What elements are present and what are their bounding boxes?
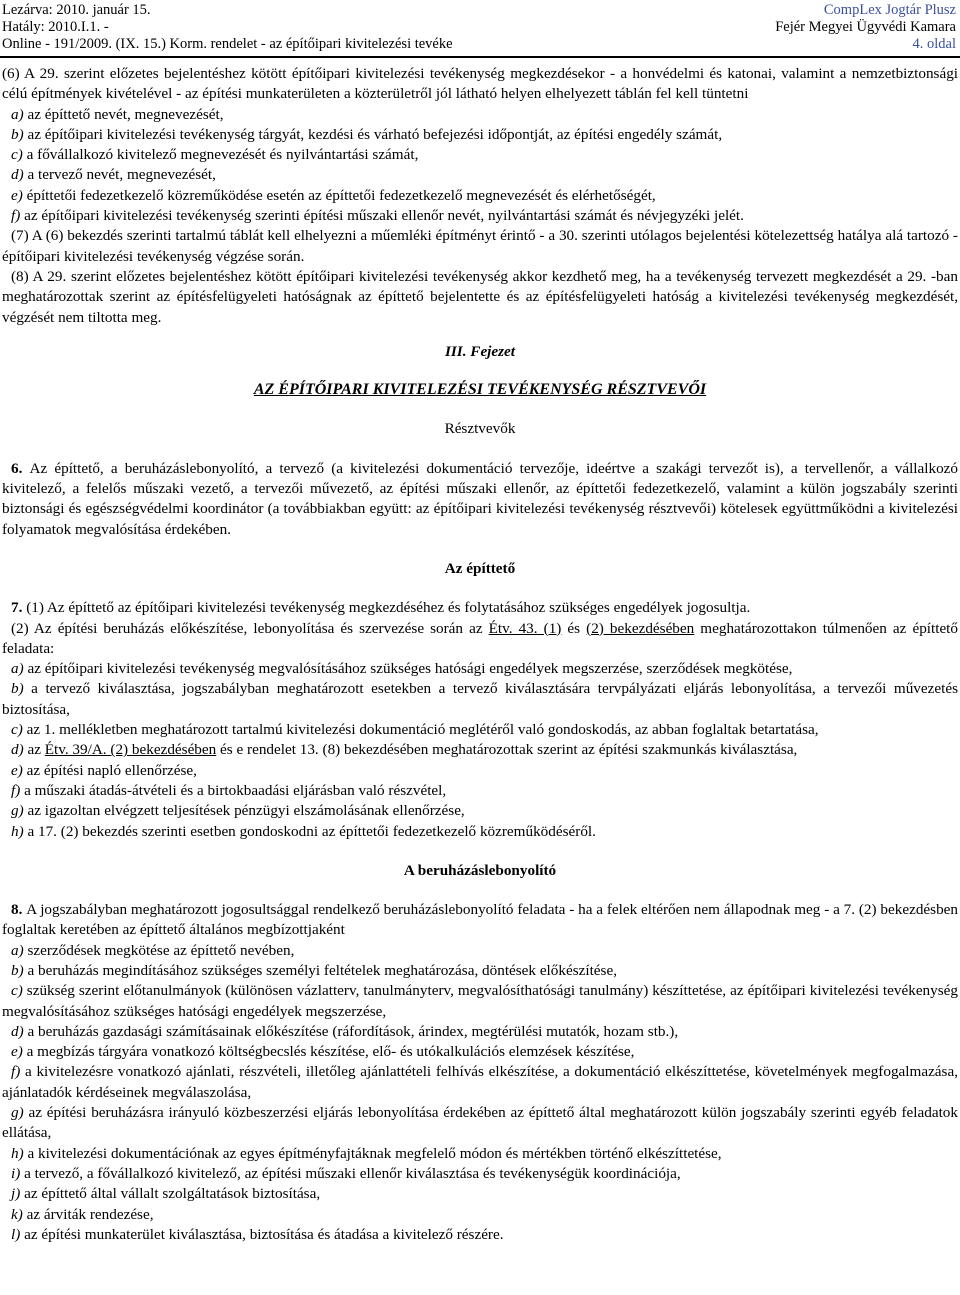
list-item-8d: d) a beruházás gazdasági számításainak előkészítése (ráfordítások, árindex, megtérülési mutatók, hozam stb.), (11, 1022, 679, 1040)
list-item-6c: c) a fővállalkozó kivitelező megnevezését és nyilvántartási számát, (11, 146, 419, 164)
document-body (2, 64, 958, 1245)
paragraph-section-7-1: 7. (1) Az építtető az építőipari kivitelezési tevékenység megkezdéséhez és folytatásához szükséges engedélyek jogosultja. (11, 599, 751, 617)
header-effect-date: Hatály: 2010.I.1. - (2, 19, 109, 35)
header-brand: CompLex Jogtár Plusz (823, 2, 956, 18)
header-document-title: Online - 191/2009. (IX. 15.) Korm. rendelet - az építőipari kivitelezési tevéke (2, 36, 453, 52)
section-heading-beruhazaslebonyolito: A beruházáslebonyolító (403, 861, 557, 879)
header-page-number: 4. oldal (912, 36, 956, 52)
etv-43-2-link[interactable]: (2) bekezdésében (586, 619, 695, 637)
paragraph-8: (8) A 29. szerint előzetes bejelentéshez kötött építőipari kivitelezési tevékenység akkor kezdhető meg, ha a tevékenység tervezett megkezdését a 29. -ban meghatározottak szerint az építésfelügyeleti hatóságnak az építtető bejelentette és az építésfelügyeleti hatóság a kivitelezési tevékenység megkezdését, végzését nem tiltotta meg. (2, 267, 958, 326)
list-item-7c: c) az 1. mellékletben meghatározott tartalmú kivitelezési dokumentáció meglétéről való gondoskodás, az abban foglaltak betartatása, (11, 721, 819, 739)
header-closed-date: Lezárva: 2010. január 15. (2, 2, 151, 18)
list-item-8k: k) az árviták rendezése, (11, 1205, 154, 1223)
paragraph-6: (6) A 29. szerint előzetes bejelentéshez kötött építőipari kivitelezési tevékenység megkezdésekor - a honvédelmi és katonai, valamint a nemzetbiztonsági célú építmények kivételével - az építési munkaterületen a közterületről jól látható helyen elhelyezett táblán fel kell tüntetni (2, 65, 959, 103)
list-item-6b: b) az építőipari kivitelezési tevékenység tárgyát, kezdési és várható befejezési időpontját, az építési engedély számát, (11, 125, 723, 143)
list-item-6a: a) az építtető nevét, megnevezését, (11, 105, 224, 123)
list-item-6e: e) építtetői fedezetkezelő közreműködése esetén az építtetői fedezetkezelő megnevezését és elérhetőségét, (11, 186, 656, 204)
paragraph-7: (7) A (6) bekezdés szerinti tartalmú táblát kell elhelyezni a műemléki építményt érintő - a 30. szerinti utólagos bejelentési kötelezettség hatálya alá tartozó - építőipari kivitelezési tevékenység végzése során. (2, 227, 958, 265)
header-left (2, 2, 453, 53)
chapter-heading: III. Fejezet (444, 342, 516, 360)
section-heading-epitteto: Az építtető (444, 559, 516, 577)
header-divider (0, 56, 960, 58)
list-item-8g: g) az építési beruházásra irányuló közbeszerzési eljárás lebonyolítása érdekében az építtető által meghatározott külön jogszabály szerinti egyéb feladatok ellátása, (2, 1104, 958, 1142)
paragraph-section-6: 6. Az építtető, a beruházáslebonyolító, a tervező (a kivitelezési dokumentáció tervezője, ideértve a szakági tervezőt is), a tervellenőr, a vállalkozó kivitelező, a felelős műszaki vezető, a tervezői művezető, az építési műszaki ellenőr, az építtetői fedezetkezelő, valamint a külön jogszabály szerinti biztonsági és egészségvédelmi koordinátor (a továbbiakban együtt: az építőipari kivitelezési tevékenység résztvevői) kötelesek együttműködni a kivitelezési folyamatok megvalósítása érdekében. (2, 459, 959, 538)
etv-43-link[interactable]: Étv. 43. (488, 619, 544, 637)
list-item-8j: j) az építtető által vállalt szolgáltatások biztosítása, (11, 1185, 321, 1203)
header-organization: Fejér Megyei Ügyvédi Kamara (775, 19, 956, 35)
list-item-8h: h) a kivitelezési dokumentációnak az egyes építményfajtáknak megfelelő módon és mértékben történő elkészíttetése, (11, 1144, 722, 1162)
paragraph-section-7-2: (2) Az építési beruházás előkészítése, lebonyolítása és szervezése során az Étv. 43. (1) és (2) bekezdésében meghatározottakon túlmenően az építtető feladata: (2, 619, 958, 657)
list-item-6f: f) az építőipari kivitelezési tevékenység szerinti építési műszaki ellenőr nevét, nyilvántartási számát és névjegyzéki jelét. (11, 207, 744, 225)
etv-43-1-link[interactable]: (1) (543, 619, 562, 637)
list-item-8c: c) szükség szerint előtanulmányok (különösen vázlatterv, tanulmányterv, megvalósíthatósági tanulmány) készíttetése, az építőipari kivitelezési tevékenység megvalósításához szükséges hatósági engedélyek megszerzése, (2, 982, 958, 1020)
list-item-7a: a) az építőipari kivitelezési tevékenység megvalósításához szükséges hatósági engedélyek megszerzése, szerződések megkötése, (11, 660, 793, 678)
paragraph-section-8: 8. A jogszabályban meghatározott jogosultsággal rendelkező beruházáslebonyolító feladata - ha a felek eltérően nem állapodnak meg - a 7. (2) bekezdésben foglaltak keretében az építtető általános megbízottjaként (2, 901, 958, 939)
list-item-8f: f) a kivitelezésre vonatkozó ajánlati, részvételi, illetőleg ajánlattételi felhívás elkészítése, a dokumentáció elkészíttetése, követelmények megfogalmazása, ajánlatadók kérdéseinek megválaszolása, (2, 1063, 958, 1101)
list-item-8a: a) szerződések megkötése az építtető nevében, (11, 941, 295, 959)
list-item-8l: l) az építési munkaterület kiválasztása, biztosítása és átadása a kivitelező részére. (11, 1225, 504, 1243)
list-item-8b: b) a beruházás megindításához szükséges személyi feltételek meghatározása, döntések előkészítése, (11, 961, 617, 979)
list-item-7d: d) az Étv. 39/A. (2) bekezdésében és e rendelet 13. (8) bekezdésében meghatározottak szerint az építési szakmunkás kiválasztása, (11, 741, 798, 759)
section-heading-resztvevok: Résztvevők (444, 420, 516, 438)
list-item-8i: i) a tervező, a fővállalkozó kivitelező, az építési műszaki ellenőr kiválasztása és tevékenységük koordinációja, (11, 1164, 681, 1182)
list-item-6d: d) a tervező nevét, megnevezését, (11, 166, 216, 184)
chapter-title: AZ ÉPÍTŐIPARI KIVITELEZÉSI TEVÉKENYSÉG RÉSZTVEVŐI (253, 381, 707, 399)
etv-39a-link[interactable]: Étv. 39/A. (44, 741, 111, 759)
list-item-7h: h) a 17. (2) bekezdés szerinti esetben gondoskodni az építtetői fedezetkezelő közreműködéséről. (11, 822, 596, 840)
list-item-7g: g) az igazoltan elvégzett teljesítések pénzügyi elszámolásának ellenőrzése, (11, 802, 465, 820)
page-header (0, 0, 960, 56)
etv-39a-2-link[interactable]: (2) bekezdésében (110, 741, 217, 759)
list-item-7b: b) a tervező kiválasztása, jogszabályban meghatározott esetekben a tervező kiválasztására tervpályázati eljárás lebonyolítása, a tervezői művezetés biztosítása, (2, 680, 958, 718)
header-right (775, 2, 956, 53)
list-item-7e: e) az építési napló ellenőrzése, (11, 761, 197, 779)
list-item-7f: f) a műszaki átadás-átvételi és a birtokbaadási eljárásban való részvétel, (11, 781, 447, 799)
list-item-8e: e) a megbízás tárgyára vonatkozó költségbecslés készítése, elő- és utókalkulációs elemzések készítése, (11, 1043, 635, 1061)
